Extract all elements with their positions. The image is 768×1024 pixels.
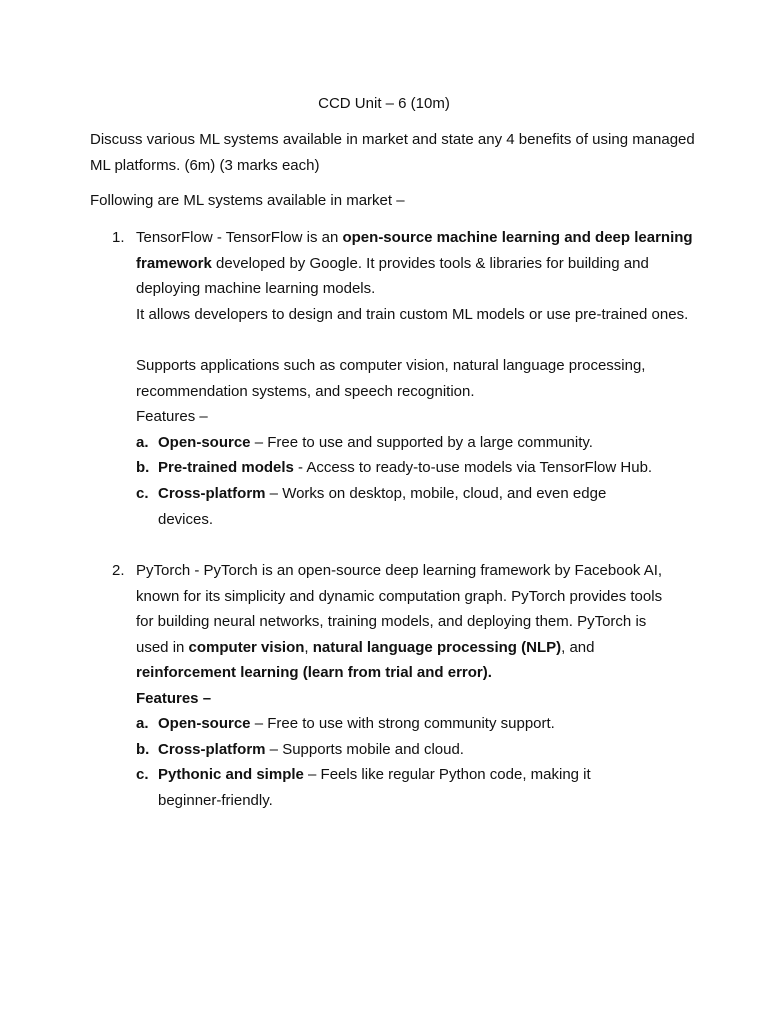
feature-term: Pre-trained models — [158, 459, 294, 476]
feature-desc: – Supports mobile and cloud. — [265, 741, 464, 758]
pytorch-features-heading: Features – — [136, 690, 212, 707]
list-number-2: 2. — [112, 562, 125, 579]
pytorch-sep-2: , and — [561, 638, 595, 656]
tensorflow-features-heading: Features – — [136, 408, 208, 425]
feature-desc: – Free to use and supported by a large community. — [250, 434, 593, 451]
feature-term: Cross-platform — [158, 485, 266, 502]
tensorflow-feature-c — [136, 481, 696, 532]
feature-letter: a. — [136, 434, 149, 451]
question-paragraph: Discuss various ML systems available in market and state any 4 benefits of using managed ML platforms. (6m) (3 marks each) — [90, 131, 695, 174]
pytorch-bold-3: reinforcement learning (learn from trial and error). — [136, 664, 492, 681]
page-title: CCD Unit – 6 (10m) — [318, 95, 450, 112]
feature-letter: b. — [136, 741, 150, 758]
tensorflow-text-post: developed by Google. It provides tools & libraries for building and deploying machine learning models. — [136, 254, 649, 297]
feature-desc: - Access to ready-to-use models via TensorFlow Hub. — [293, 459, 653, 476]
tensorflow-feature-b — [136, 455, 696, 481]
feature-desc: – Feels like regular Python code, making it beginner-friendly. — [158, 766, 591, 809]
tensorflow-description — [136, 225, 696, 302]
tensorflow-line-2: It allows developers to design and train custom ML models or use pre-trained ones. — [136, 306, 689, 323]
tensorflow-separator: - — [212, 229, 226, 246]
tensorflow-feature-a — [136, 430, 696, 456]
intro-paragraph: Following are ML systems available in market – — [90, 192, 405, 209]
tensorflow-text-pre: TensorFlow is an — [225, 229, 343, 246]
feature-desc: – Works on desktop, mobile, cloud, and even edge devices. — [158, 485, 607, 528]
feature-letter: c. — [136, 766, 149, 783]
pytorch-feature-a — [136, 711, 696, 737]
tensorflow-line-3: Supports applications such as computer vision, natural language processing, recommendation systems, and speech recognition. — [136, 357, 646, 400]
tensorflow-name: TensorFlow — [136, 229, 213, 246]
feature-term: Pythonic and simple — [158, 766, 304, 783]
pytorch-text: PyTorch - PyTorch is an open-source deep learning framework by Facebook AI, known for its simplicity and dynamic computation graph. PyTorch provides tools for building neural networks, training models, and deploying them. PyTorch is used in — [136, 562, 663, 656]
pytorch-feature-c — [136, 762, 696, 813]
feature-letter: b. — [136, 459, 150, 476]
pytorch-feature-b — [136, 737, 696, 763]
feature-desc: – Free to use with strong community support. — [250, 715, 555, 732]
feature-term: Open-source — [158, 715, 251, 732]
tensorflow-bold-text: open-source machine learning and deep learning framework — [136, 229, 693, 272]
feature-letter: c. — [136, 485, 149, 502]
list-number-1: 1. — [112, 229, 125, 246]
feature-term: Open-source — [158, 434, 251, 451]
pytorch-description — [136, 558, 676, 686]
pytorch-bold-2: natural language processing (NLP) — [312, 638, 562, 656]
feature-term: Cross-platform — [158, 741, 266, 758]
pytorch-bold-1: computer vision — [188, 638, 305, 656]
pytorch-sep-1: , — [304, 638, 313, 656]
feature-letter: a. — [136, 715, 149, 732]
